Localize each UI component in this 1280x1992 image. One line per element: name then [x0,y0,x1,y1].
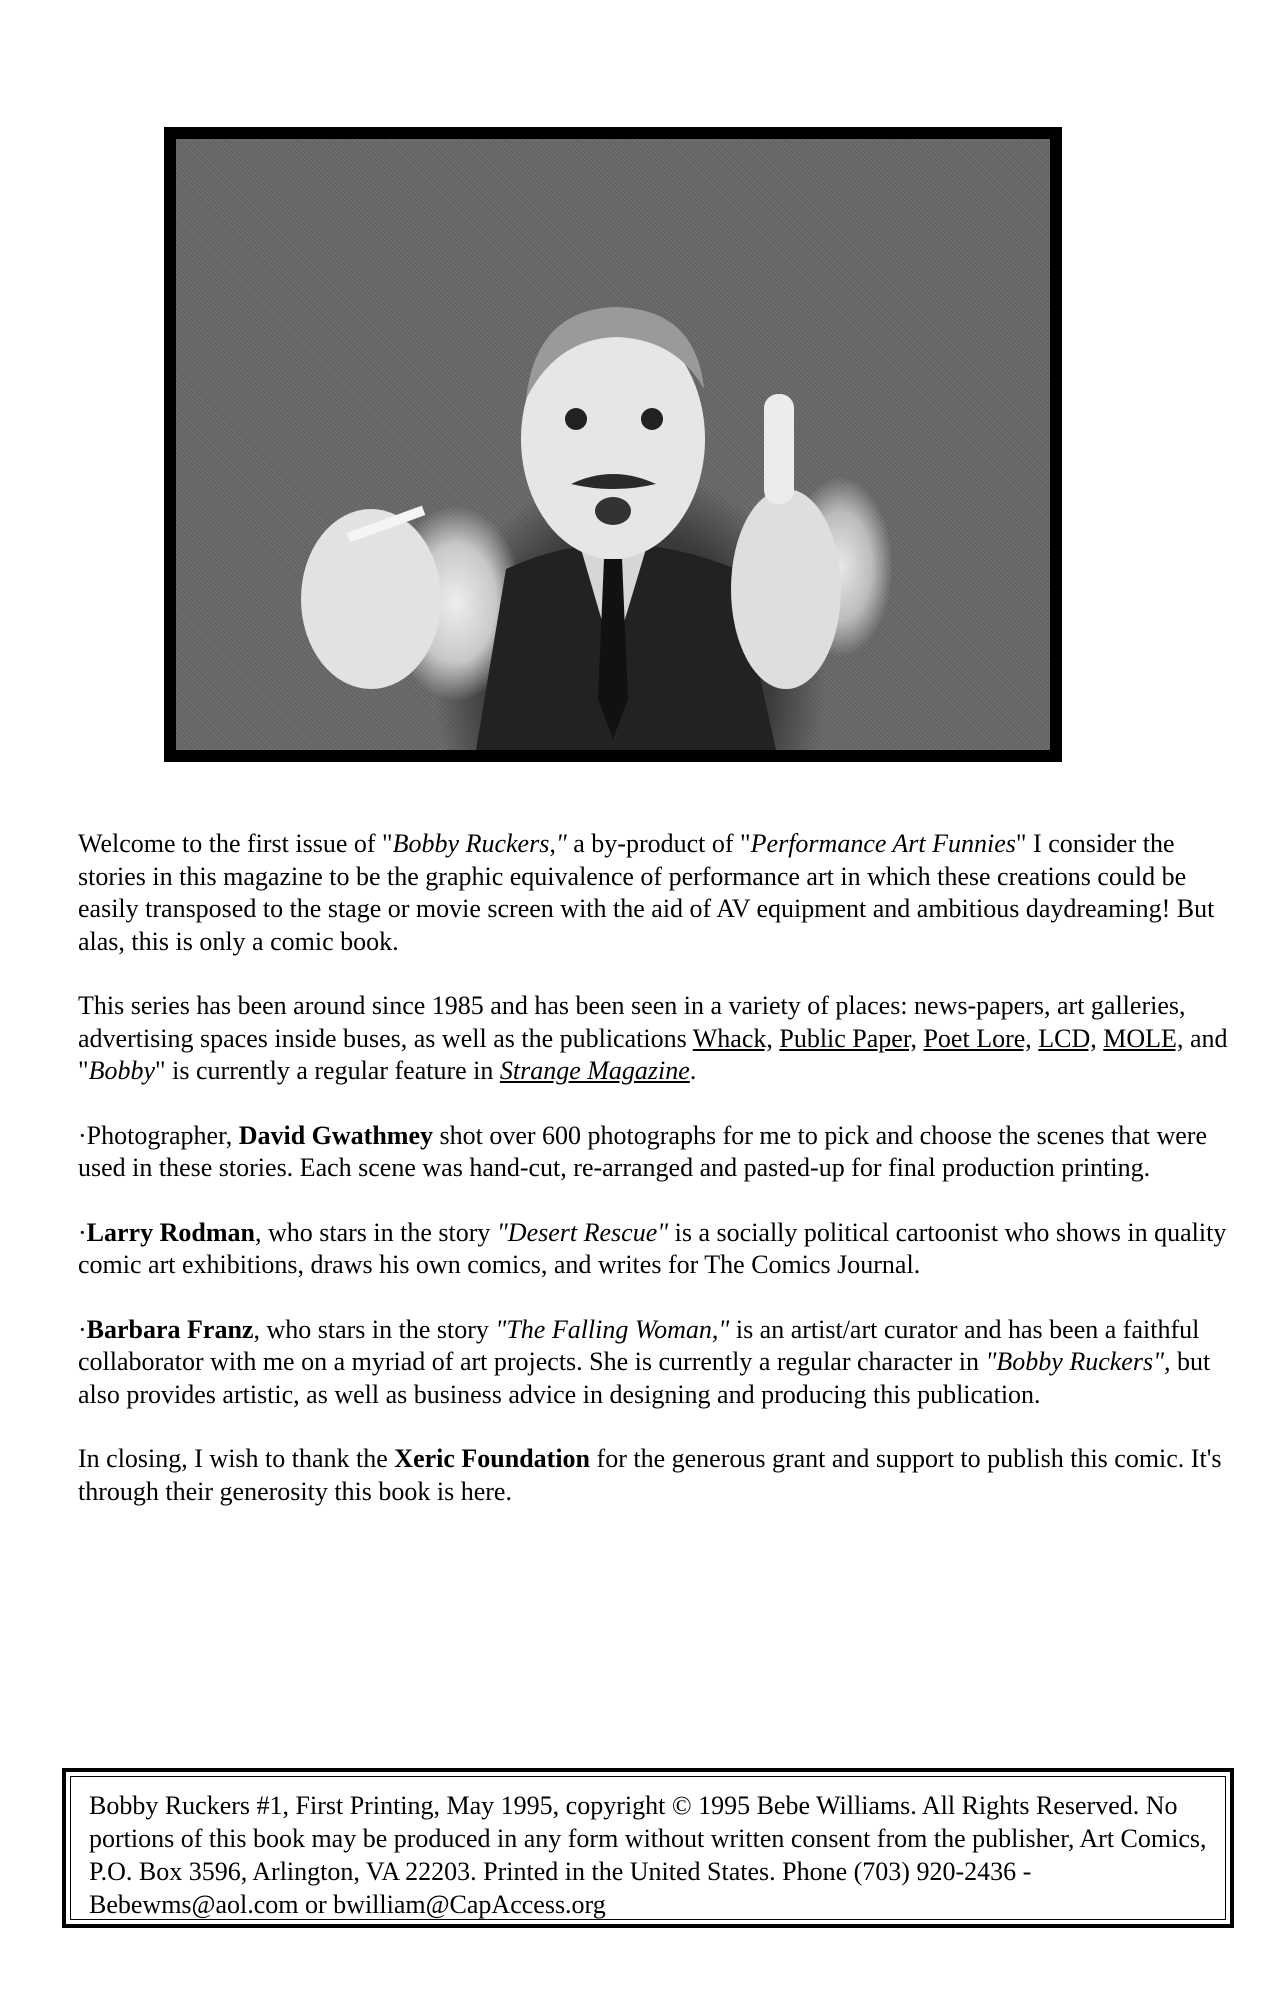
paragraph-barbara-franz: ·Barbara Franz, who stars in the story "The Falling Woman," is an artist/art curator and has been a faithful collaborator with me on a myriad of art projects. She is currently a regular character in "Bobby Ruckers", but also provides artistic, as well as business advice in designing and producing this publication. [78,1314,1211,1409]
author-photo [176,139,1050,750]
photo-frame [164,127,1062,762]
paragraph-welcome: Welcome to the first issue of "Bobby Ruckers," a by-product of "Performance Art Funnies" I consider the stories in this magazine to be the graphic equivalence of performance art in which these creations could be easily transposed to the stage or movie screen with the aid of AV equipment and ambitious daydreaming! But alas, this is only a comic book. [78,829,1215,956]
intro-text [78,828,1228,1540]
copyright-box [62,1768,1234,1928]
copyright-notice: Bobby Ruckers #1, First Printing, May 1995, copyright © 1995 Bebe Williams. All Rights Reserved. No portions of this book may be produced in any form without written consent from the publisher, Art Comics, P.O. Box 3596, Arlington, VA 22203. Printed in the United States. Phone (703) 920-2436 -Bebewms@aol.com or bwilliam@CapAccess.org [70,1776,1226,1920]
paragraph-larry-rodman: ·Larry Rodman, who stars in the story "Desert Rescue" is a socially political cartoonist who shows in quality comic art exhibitions, draws his own comics, and writes for The Comics Journal. [78,1217,1227,1279]
paragraph-history: This series has been around since 1985 and has been seen in a variety of places: news-papers, art galleries, advertising spaces inside buses, as well as the publications Whack, Public Paper, Poet Lore, LCD, MOLE, and "Bobby" is currently a regular feature in Strange Magazine. [78,991,1228,1085]
paragraph-photographer: ·Photographer, David Gwathmey shot over 600 photographs for me to pick and choose the scenes that were used in these stories. Each scene was hand-cut, re-arranged and pasted-up for final production printing. [78,1120,1207,1182]
photo-illustration [176,139,1050,750]
paragraph-closing: In closing, I wish to thank the Xeric Foundation for the generous grant and support to publish this comic. It's through their generosity this book is here. [78,1444,1222,1506]
